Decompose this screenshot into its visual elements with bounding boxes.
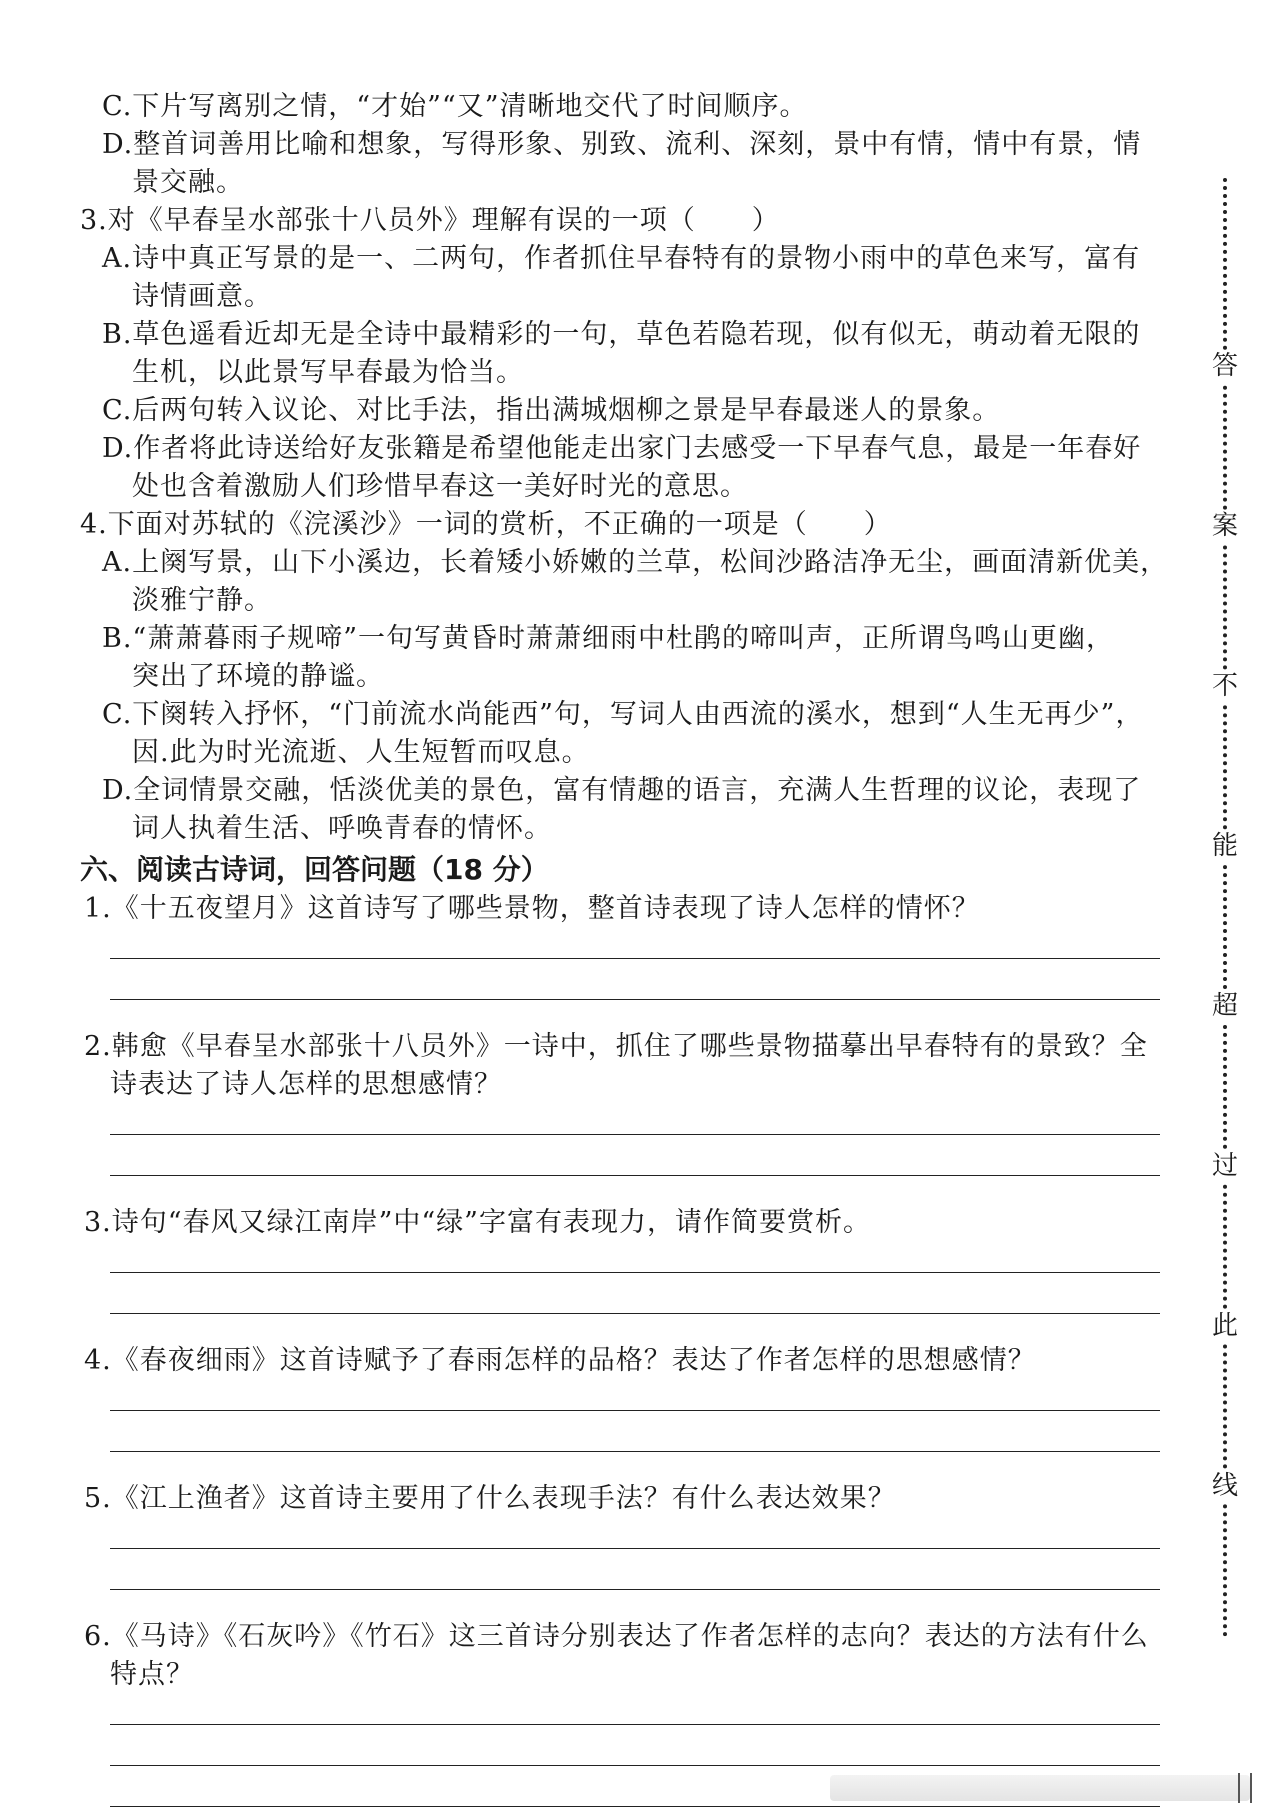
margin-char: 不 [1209,670,1241,702]
q4-option-c: C.下阕转入抒怀，“门前流水尚能西”句，写词人由西流的溪水，想到“人生无再少”， [102,699,1144,730]
q3-option-a: A.诗中真正写景的是一、二两句，作者抓住早春特有的景物小雨中的草色来写，富有 [102,243,1141,274]
margin-char: 答 [1209,350,1241,382]
margin-char: 超 [1209,990,1241,1022]
q4-option-a: A.上阕写景，山下小溪边，长着矮小娇嫩的兰草，松间沙路洁净无尘，画面清新优美， [102,547,1169,578]
q4-option-b: B.“萧萧暮雨子规啼”一句写黄昏时萧萧细雨中杜鹃的啼叫声，正所谓鸟鸣山更幽， [102,623,1115,654]
q4-option-b-cont: 突出了环境的静谧。 [132,661,384,692]
s6-question-4: 4.《春夜细雨》这首诗赋予了春雨怎样的品格？表达了作者怎样的思想感情？ [84,1345,1036,1376]
q2-option-d: D.整首词善用比喻和想象，写得形象、别致、流利、深刻，景中有情，情中有景，情 [102,129,1142,160]
s6-question-2: 2.韩愈《早春呈水部张十八员外》一诗中，抓住了哪些景物描摹出早春特有的景致？全 [84,1031,1148,1062]
q4-option-d: D.全词情景交融，恬淡优美的景色，富有情趣的语言，充满人生哲理的议论，表现了 [102,775,1142,806]
q3-option-b-cont: 生机，以此景写早春最为恰当。 [132,357,524,388]
q3-option-d-cont: 处也含着激励人们珍惜早春这一美好时光的意思。 [132,471,748,502]
s6-question-1: 1.《十五夜望月》这首诗写了哪些景物，整首诗表现了诗人怎样的情怀？ [84,893,980,924]
q3-option-c: C.后两句转入议论、对比手法，指出满城烟柳之景是早春最迷人的景象。 [102,395,1001,426]
page-content [80,88,1185,1807]
q4-option-c-cont: 因.此为时光流逝、人生短暂而叹息。 [132,737,590,768]
q4-option-d-cont: 词人执着生活、呼唤青春的情怀。 [132,813,552,844]
s6-question-6: 6.《马诗》《石灰吟》《竹石》这三首诗分别表达了作者怎样的志向？表达的方法有什么 [84,1621,1149,1652]
q4-stem: 4.下面对苏轼的《浣溪沙》一词的赏析，不正确的一项是（ ） [80,509,892,540]
q3-option-a-cont: 诗情画意。 [132,281,272,312]
q3-option-b: B.草色遥看近却无是全诗中最精彩的一句，草色若隐若现，似有似无，萌动着无限的 [102,319,1141,350]
q3-stem: 3.对《早春呈水部张十八员外》理解有误的一项（ ） [80,205,780,236]
margin-char: 线 [1209,1470,1241,1502]
q2-option-d-cont: 景交融。 [132,167,244,198]
margin-char: 此 [1209,1310,1241,1342]
s6-question-3: 3.诗句“春风又绿江南岸”中“绿”字富有表现力，请作简要赏析。 [84,1207,871,1238]
margin-char: 过 [1209,1150,1241,1182]
margin-char: 能 [1209,830,1241,862]
answer-line[interactable] [110,1806,1160,1807]
scan-footer-marks [1238,1773,1252,1803]
section-6-title: 六、阅读古诗词，回答问题（18 分） [80,853,549,886]
s6-question-5: 5.《江上渔者》这首诗主要用了什么表现手法？有什么表达效果？ [84,1483,896,1514]
binding-margin [1205,178,1245,1638]
scan-footer-bar [830,1775,1250,1801]
q4-option-a-cont: 淡雅宁静。 [132,585,272,616]
s6-question-2-cont: 诗表达了诗人怎样的思想感情？ [110,1069,502,1100]
s6-question-6-cont: 特点？ [110,1659,194,1690]
q2-option-c: C.下片写离别之情，“才始”“又”清晰地交代了时间顺序。 [102,91,808,122]
margin-char: 案 [1209,510,1241,542]
q3-option-d: D.作者将此诗送给好友张籍是希望他能走出家门去感受一下早春气息，最是一年春好 [102,433,1142,464]
dotted-cut-line [1223,178,1227,1638]
